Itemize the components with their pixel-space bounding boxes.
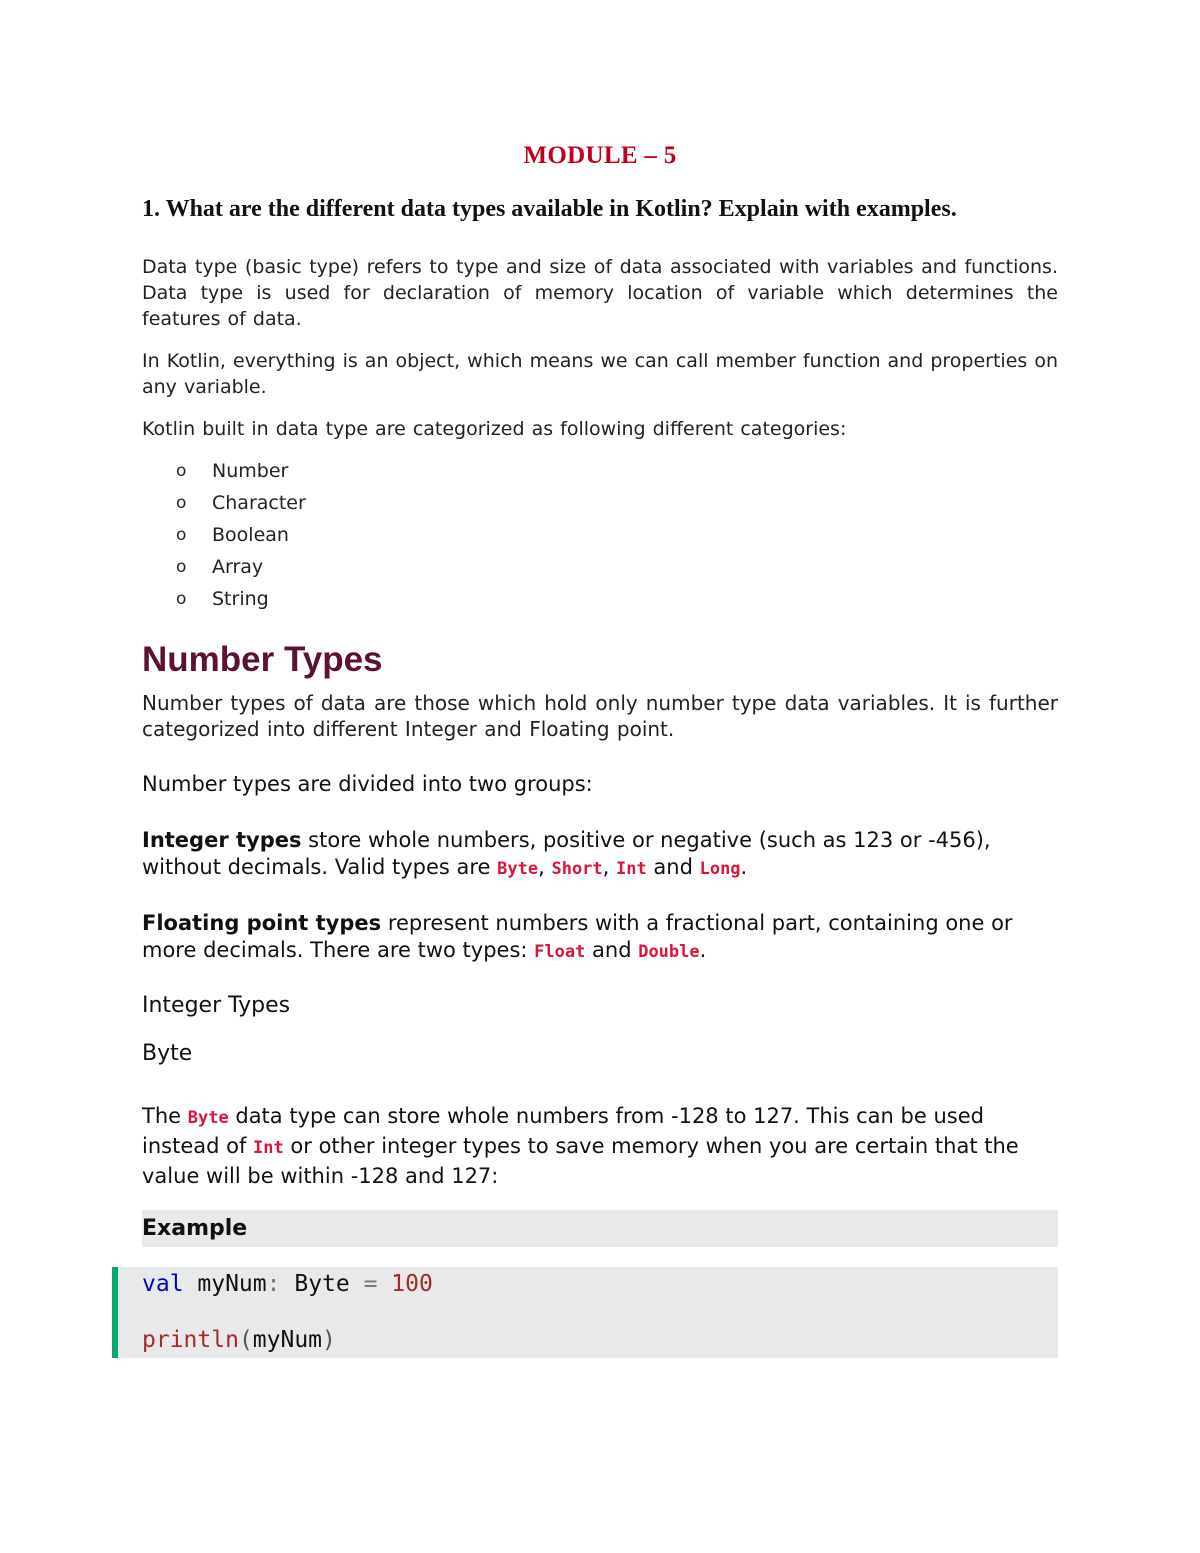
data-type-term: Data type (142, 256, 238, 278)
byte-keyword: Byte (187, 1108, 229, 1128)
code-line-1 (142, 1271, 433, 1297)
groups-intro: Number types are divided into two groups: (142, 772, 593, 796)
category-label: String (212, 588, 269, 610)
code-type: Byte (280, 1271, 364, 1297)
list-item (142, 551, 306, 583)
code-function: println (142, 1327, 239, 1353)
code-line-2 (142, 1327, 336, 1353)
category-label: Array (212, 556, 264, 578)
byte-text: The (142, 1104, 188, 1128)
section-title-number-types: Number Types (142, 640, 383, 679)
data-type-definition-text: (basic type) refers to type and size of data associated with variables and functions. Data type is used for declaration of memory location of variable which determines the features of data. (142, 256, 1058, 330)
code-paren: ( (238, 1327, 253, 1353)
code-colon: : (266, 1271, 281, 1297)
code-number: 100 (377, 1271, 433, 1297)
integer-types-text: store whole numbers, positive or negative (such as 123 or -456), without decimals. Valid types are (142, 828, 991, 879)
question-heading: 1. What are the different data types available in Kotlin? Explain with examples. (142, 196, 957, 222)
int-keyword: Int (616, 859, 647, 879)
list-item (142, 519, 306, 551)
number-types-description: Number types of data are those which hold only number type data variables. It is further categorized into different Integer and Floating point. (142, 691, 1058, 741)
category-list (142, 455, 306, 615)
floating-types-text: represent numbers with a fractional part, containing one or more decimals. There are two types: (142, 911, 1013, 962)
code-accent-bar (112, 1267, 118, 1358)
separator: and (646, 855, 700, 879)
byte-description (142, 1102, 1062, 1190)
double-keyword: Double (638, 942, 700, 962)
period: . (740, 855, 748, 879)
category-label: Boolean (212, 524, 289, 546)
code-operator: = (363, 1271, 378, 1297)
bullet-icon: o (176, 461, 187, 481)
code-identifier: myNum (252, 1327, 323, 1353)
short-keyword: Short (551, 859, 603, 879)
data-type-definition (142, 254, 1058, 332)
floating-types-paragraph (142, 910, 1062, 966)
code-block (112, 1267, 1058, 1358)
float-keyword: Float (534, 942, 586, 962)
bullet-icon: o (176, 557, 187, 577)
bullet-icon: o (176, 589, 187, 609)
code-paren: ) (322, 1327, 336, 1353)
period: . (699, 938, 707, 962)
integer-types-term: Integer types (142, 828, 302, 852)
code-keyword: val (142, 1271, 184, 1297)
bullet-icon: o (176, 493, 187, 513)
integer-types-paragraph (142, 827, 1062, 883)
separator: , (602, 855, 617, 879)
separator: , (538, 855, 552, 879)
kotlin-object-paragraph: In Kotlin, everything is an object, which means we can call member function and properties on any variable. (142, 350, 1058, 398)
byte-keyword: Byte (497, 859, 539, 879)
int-keyword: Int (253, 1138, 284, 1158)
byte-text: data type can store whole numbers from -128 to 127. This can be used instead of (142, 1104, 984, 1158)
separator: and (585, 938, 639, 962)
byte-text: or other integer types to save memory when you are certain that the value will be within -128 and 127: (142, 1134, 1019, 1188)
floating-types-term: Floating point types (142, 911, 382, 935)
module-title: MODULE – 5 (523, 142, 677, 169)
list-item (142, 583, 306, 615)
list-item (142, 487, 306, 519)
example-header (142, 1210, 1058, 1247)
category-label: Character (212, 492, 306, 514)
byte-heading: Byte (142, 1041, 193, 1066)
long-keyword: Long (699, 859, 741, 879)
category-label: Number (212, 460, 289, 482)
code-identifier: myNum (183, 1271, 267, 1297)
example-label: Example (142, 1216, 248, 1241)
bullet-icon: o (176, 525, 187, 545)
list-item (142, 455, 306, 487)
categories-intro: Kotlin built in data type are categorized as following different categories: (142, 418, 847, 440)
integer-types-heading: Integer Types (142, 993, 291, 1018)
